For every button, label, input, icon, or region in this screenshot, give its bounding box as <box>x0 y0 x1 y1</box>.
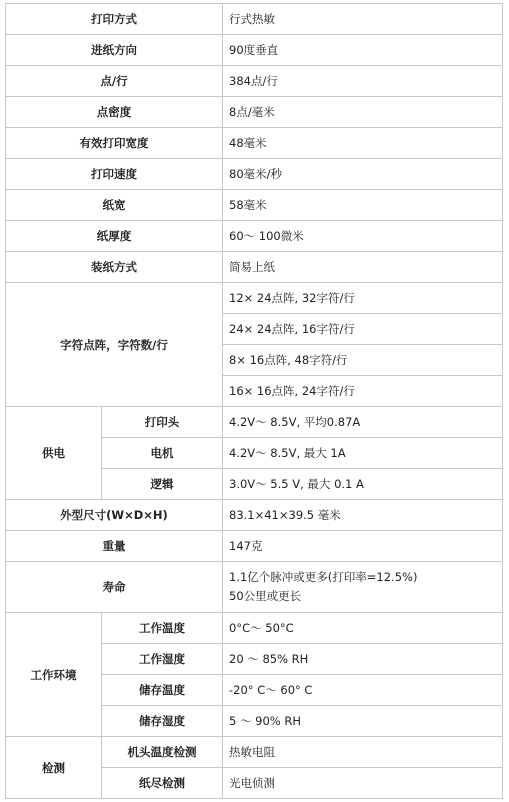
value-detect-head-temp: 热敏电阻 <box>223 737 503 768</box>
label-print-speed: 打印速度 <box>6 159 223 190</box>
value-detect-paper-end: 光电侦测 <box>223 768 503 799</box>
value-char-matrix-4: 16× 16点阵, 24字符/行 <box>223 376 503 407</box>
value-dot-density: 8点/毫米 <box>223 97 503 128</box>
row-dot-density <box>6 97 503 128</box>
value-env-op-humidity: 20 ～ 85% RH <box>223 644 503 675</box>
label-char-matrix: 字符点阵，字符数/行 <box>6 283 223 407</box>
value-char-matrix-3: 8× 16点阵, 48字符/行 <box>223 345 503 376</box>
row-print-method <box>6 4 503 35</box>
value-dimensions: 83.1×41×39.5 毫米 <box>223 500 503 531</box>
spec-table <box>5 3 502 799</box>
value-power-printhead: 4.2V～ 8.5V, 平均0.87A <box>223 407 503 438</box>
label-life: 寿命 <box>6 562 223 613</box>
value-loading: 简易上纸 <box>223 252 503 283</box>
row-char-matrix <box>6 283 503 314</box>
label-power-printhead: 打印头 <box>102 407 223 438</box>
label-environment: 工作环境 <box>6 613 102 737</box>
value-env-op-temp: 0°C～ 50°C <box>223 613 503 644</box>
label-paper-width: 纸宽 <box>6 190 223 221</box>
label-dots-per-line: 点/行 <box>6 66 223 97</box>
label-loading: 装纸方式 <box>6 252 223 283</box>
label-print-width: 有效打印宽度 <box>6 128 223 159</box>
row-dimensions <box>6 500 503 531</box>
label-print-method: 打印方式 <box>6 4 223 35</box>
row-power <box>6 407 503 438</box>
row-paper-feed <box>6 35 503 66</box>
value-dots-per-line: 384点/行 <box>223 66 503 97</box>
label-detection: 检测 <box>6 737 102 799</box>
label-env-storage-humidity: 储存湿度 <box>102 706 223 737</box>
value-paper-thickness: 60～ 100微米 <box>223 221 503 252</box>
row-detection <box>6 737 503 768</box>
row-paper-thickness <box>6 221 503 252</box>
value-life-line2: 50公里或更长 <box>229 589 302 603</box>
value-print-method: 行式热敏 <box>223 4 503 35</box>
value-paper-width: 58毫米 <box>223 190 503 221</box>
value-weight: 147克 <box>223 531 503 562</box>
label-detect-paper-end: 纸尽检测 <box>102 768 223 799</box>
row-print-speed <box>6 159 503 190</box>
value-power-motor: 4.2V～ 8.5V, 最大 1A <box>223 438 503 469</box>
label-detect-head-temp: 机头温度检测 <box>102 737 223 768</box>
value-print-speed: 80毫米/秒 <box>223 159 503 190</box>
value-env-storage-humidity: 5 ～ 90% RH <box>223 706 503 737</box>
row-paper-width <box>6 190 503 221</box>
value-char-matrix-2: 24× 24点阵, 16字符/行 <box>223 314 503 345</box>
label-dimensions: 外型尺寸(W×D×H) <box>6 500 223 531</box>
value-char-matrix-1: 12× 24点阵, 32字符/行 <box>223 283 503 314</box>
row-loading <box>6 252 503 283</box>
label-power-logic: 逻辑 <box>102 469 223 500</box>
label-weight: 重量 <box>6 531 223 562</box>
label-env-storage-temp: 储存温度 <box>102 675 223 706</box>
value-life <box>223 562 503 613</box>
row-environment <box>6 613 503 644</box>
value-paper-feed: 90度垂直 <box>223 35 503 66</box>
label-power-motor: 电机 <box>102 438 223 469</box>
row-weight <box>6 531 503 562</box>
label-dot-density: 点密度 <box>6 97 223 128</box>
value-env-storage-temp: -20° C～ 60° C <box>223 675 503 706</box>
label-power: 供电 <box>6 407 102 500</box>
label-paper-feed: 进纸方向 <box>6 35 223 66</box>
row-life <box>6 562 503 613</box>
value-print-width: 48毫米 <box>223 128 503 159</box>
label-env-op-temp: 工作温度 <box>102 613 223 644</box>
label-env-op-humidity: 工作湿度 <box>102 644 223 675</box>
value-power-logic: 3.0V～ 5.5 V, 最大 0.1 A <box>223 469 503 500</box>
label-paper-thickness: 纸厚度 <box>6 221 223 252</box>
value-life-line1: 1.1亿个脉冲或更多(打印率=12.5%) <box>229 570 418 584</box>
row-dots-per-line <box>6 66 503 97</box>
row-print-width <box>6 128 503 159</box>
